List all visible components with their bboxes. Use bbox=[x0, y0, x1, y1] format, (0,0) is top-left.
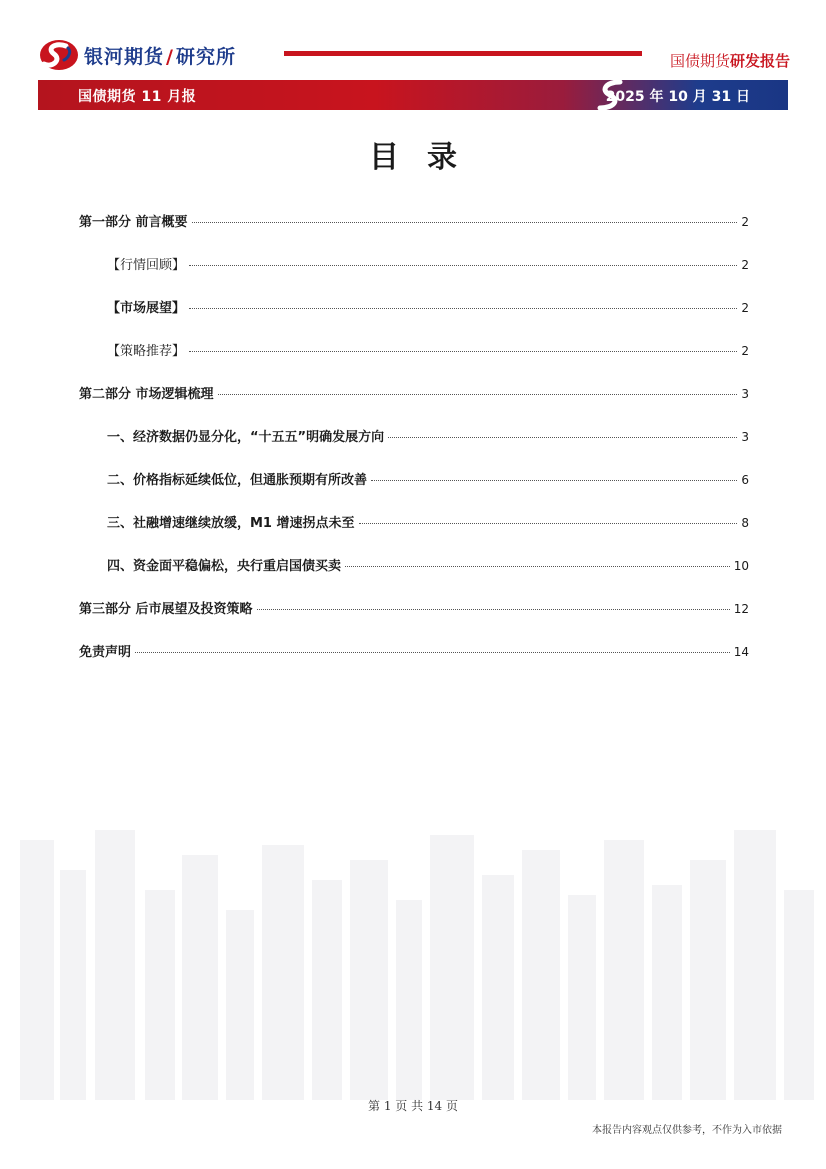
banner-date: 2025 年 10 月 31 日 bbox=[605, 89, 750, 105]
toc-leader-dots bbox=[257, 608, 730, 610]
toc-entry-label: 【市场展望】 bbox=[107, 301, 186, 316]
toc-entry-section4[interactable] bbox=[107, 555, 749, 573]
toc-leader-dots bbox=[388, 436, 737, 438]
footer-disclaimer: 本报告内容观点仅供参考，不作为入市依据 bbox=[592, 1125, 782, 1136]
toc-entry-section3[interactable] bbox=[107, 512, 749, 530]
header-accent-line bbox=[284, 51, 642, 56]
toc-entry-label: 免责声明 bbox=[79, 645, 132, 660]
toc-entry-part1[interactable] bbox=[79, 211, 749, 229]
page-title: 目录 bbox=[369, 140, 485, 175]
galaxy-s-logo-icon bbox=[38, 38, 80, 72]
toc-entry-page: 12 bbox=[733, 602, 749, 616]
toc-entry-page: 2 bbox=[741, 215, 749, 229]
report-category-suffix: 研发报告 bbox=[729, 52, 790, 70]
skyline-watermark bbox=[0, 800, 826, 1100]
toc-entry-label: 第三部分 后市展望及投资策略 bbox=[79, 602, 253, 617]
toc-entry-label: 第二部分 市场逻辑梳理 bbox=[79, 387, 214, 402]
toc-entry-disclaimer[interactable] bbox=[79, 641, 749, 659]
toc-entry-page: 10 bbox=[733, 559, 749, 573]
toc-leader-dots bbox=[189, 350, 737, 352]
toc-entry-label: 四、资金面平稳偏松，央行重启国债买卖 bbox=[107, 559, 342, 574]
toc-entry-page: 14 bbox=[733, 645, 749, 659]
toc-entry-label: 第一部分 前言概要 bbox=[79, 215, 188, 230]
toc-entry-page: 2 bbox=[741, 344, 749, 358]
toc-entry-part2[interactable] bbox=[79, 383, 749, 401]
page-indicator: 第 1 页 共 14 页 bbox=[368, 1099, 458, 1113]
report-category bbox=[670, 50, 790, 71]
toc-entry-page: 3 bbox=[741, 387, 749, 401]
toc-entry-page: 6 bbox=[741, 473, 749, 487]
toc-entry-market-review[interactable] bbox=[107, 254, 749, 272]
toc-entry-section2[interactable] bbox=[107, 469, 749, 487]
toc-entry-label: 二、价格指标延续低位，但通胀预期有所改善 bbox=[107, 473, 368, 488]
toc-leader-dots bbox=[345, 565, 730, 567]
toc-leader-dots bbox=[359, 522, 738, 524]
toc-leader-dots bbox=[218, 393, 738, 395]
banner-report-title: 国债期货 11 月报 bbox=[78, 89, 197, 105]
toc-entry-label: 三、社融增速继续放缓，M1 增速拐点未至 bbox=[107, 516, 355, 531]
toc-leader-dots bbox=[189, 307, 737, 309]
toc-entry-page: 2 bbox=[741, 301, 749, 315]
brand-division: 研究所 bbox=[175, 46, 236, 68]
toc-entry-label: 【行情回顾】 bbox=[107, 258, 186, 273]
brand-separator: / bbox=[166, 46, 174, 68]
toc-entry-page: 8 bbox=[741, 516, 749, 530]
toc-entry-part3[interactable] bbox=[79, 598, 749, 616]
toc-entry-section1[interactable] bbox=[107, 426, 749, 444]
toc-entry-label: 一、经济数据仍显分化，“十五五”明确发展方向 bbox=[107, 430, 385, 445]
toc-entry-page: 3 bbox=[741, 430, 749, 444]
toc-entry-market-outlook[interactable] bbox=[107, 297, 749, 315]
toc-leader-dots bbox=[192, 221, 738, 223]
toc-leader-dots bbox=[371, 479, 737, 481]
toc-entry-page: 2 bbox=[741, 258, 749, 272]
brand-company: 银河期货 bbox=[84, 46, 165, 68]
toc-entry-label: 【策略推荐】 bbox=[107, 344, 186, 359]
toc-entry-strategy[interactable] bbox=[107, 340, 749, 358]
toc-leader-dots bbox=[135, 651, 730, 653]
toc-leader-dots bbox=[189, 264, 737, 266]
report-category-prefix: 国债期货 bbox=[669, 52, 730, 70]
header-banner bbox=[38, 80, 788, 110]
brand-name bbox=[84, 42, 236, 69]
